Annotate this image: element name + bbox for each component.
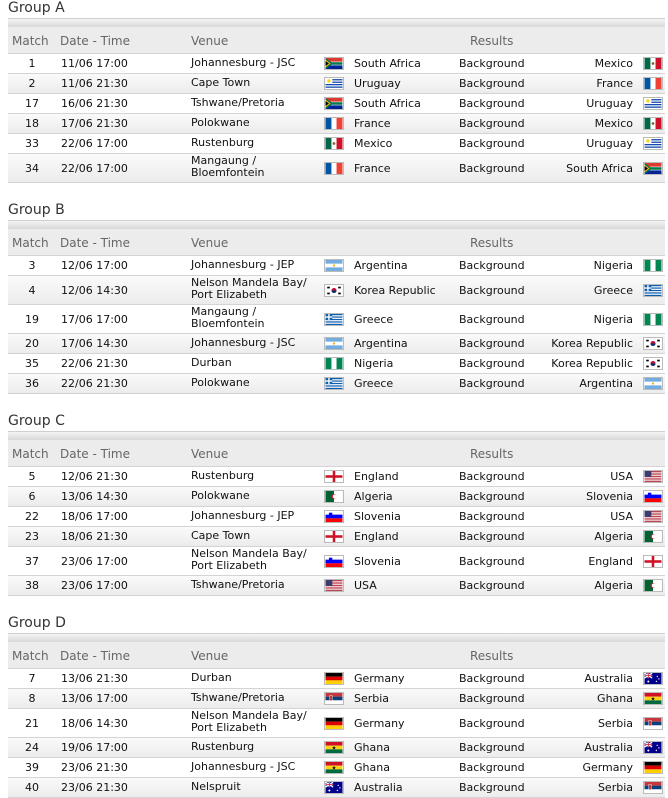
- match-venue: [191, 710, 307, 734]
- away-team: Uruguay: [586, 97, 633, 110]
- serbia-flag-icon: [324, 692, 344, 705]
- match-datetime: 12/06 21:30: [61, 470, 128, 483]
- away-team: Algeria: [594, 579, 633, 592]
- greece-flag-icon: [324, 377, 344, 390]
- match-number: 36: [25, 377, 39, 390]
- away-team: USA: [610, 510, 633, 523]
- match-result: Background: [459, 554, 525, 568]
- korea-flag-icon: [643, 357, 663, 370]
- venue-line: Port Elizabeth: [191, 559, 267, 572]
- match-venue: [191, 77, 250, 89]
- column-header-match: Match: [12, 34, 49, 48]
- match-number: 17: [25, 97, 39, 110]
- group-title-bar: [8, 220, 665, 229]
- venue-line: Tshwane/Pretoria: [191, 691, 285, 704]
- home-team: Mexico: [354, 137, 393, 150]
- match-venue: [191, 377, 250, 389]
- match-result: Background: [459, 692, 525, 705]
- venue-line: Port Elizabeth: [191, 288, 267, 301]
- uruguay-flag-icon: [643, 137, 663, 150]
- match-venue: [191, 155, 265, 179]
- venue-line: Nelson Mandela Bay/: [191, 709, 307, 722]
- nigeria-flag-icon: [324, 357, 344, 370]
- match-row[interactable]: [8, 507, 665, 527]
- home-team: Argentina: [354, 337, 408, 350]
- serbia-flag-icon: [643, 717, 663, 730]
- venue-line: Mangaung /: [191, 305, 257, 318]
- match-datetime: 17/06 14:30: [61, 337, 128, 350]
- serbia-flag-icon: [643, 781, 663, 794]
- venue-line: Nelson Mandela Bay/: [191, 547, 307, 560]
- home-team: Greece: [354, 312, 394, 326]
- table-header: [8, 27, 665, 54]
- group-title-bar: [8, 18, 665, 27]
- column-header-results: Results: [470, 236, 514, 250]
- match-datetime: 23/06 21:30: [61, 761, 128, 774]
- column-header-venue: Venue: [191, 447, 229, 461]
- match-datetime: 17/06 17:00: [61, 312, 128, 326]
- venue-line: Polokwane: [191, 116, 250, 129]
- match-result: Background: [459, 137, 525, 150]
- group-title: Group A: [8, 0, 65, 16]
- match-venue: [191, 761, 295, 773]
- venue-line: Tshwane/Pretoria: [191, 578, 285, 591]
- match-number: 38: [25, 579, 39, 592]
- match-row[interactable]: [8, 334, 665, 354]
- match-result: Background: [459, 781, 525, 794]
- mexico-flag-icon: [643, 57, 663, 70]
- match-datetime: 23/06 17:00: [61, 579, 128, 592]
- match-row[interactable]: [8, 487, 665, 507]
- match-datetime: 12/06 14:30: [61, 283, 128, 297]
- group-title: Group D: [8, 615, 66, 631]
- match-row[interactable]: [8, 374, 665, 394]
- away-team: Algeria: [594, 530, 633, 543]
- away-team: Ghana: [597, 692, 633, 705]
- match-result: Background: [459, 259, 525, 272]
- germany-flag-icon: [324, 717, 344, 730]
- greece-flag-icon: [643, 284, 663, 297]
- group-c: [8, 413, 665, 596]
- match-venue: [191, 510, 294, 522]
- away-team: Slovenia: [586, 490, 633, 503]
- mexico-flag-icon: [643, 117, 663, 130]
- argentina-flag-icon: [324, 337, 344, 350]
- column-header-match: Match: [12, 236, 49, 250]
- match-number: 3: [28, 259, 36, 272]
- away-team: South Africa: [566, 161, 633, 175]
- away-team: Mexico: [594, 117, 633, 130]
- home-team: Germany: [354, 716, 405, 730]
- england-flag-icon: [324, 530, 344, 543]
- home-team: Greece: [354, 377, 394, 390]
- match-result: Background: [459, 283, 525, 297]
- match-row[interactable]: [8, 576, 665, 596]
- venue-line: Johannesburg - JSC: [191, 336, 296, 349]
- match-row[interactable]: [8, 154, 665, 183]
- home-team: Germany: [354, 672, 405, 685]
- slovenia-flag-icon: [324, 510, 344, 523]
- algeria-flag-icon: [643, 530, 663, 543]
- algeria-flag-icon: [324, 490, 344, 503]
- away-team: France: [596, 77, 633, 90]
- match-row[interactable]: [8, 54, 665, 74]
- match-row[interactable]: [8, 778, 665, 798]
- match-datetime: 13/06 21:30: [61, 672, 128, 685]
- home-team: South Africa: [354, 57, 421, 70]
- column-header-venue: Venue: [191, 649, 229, 663]
- germany-flag-icon: [324, 672, 344, 685]
- argentina-flag-icon: [643, 377, 663, 390]
- germany-flag-icon: [643, 761, 663, 774]
- ghana-flag-icon: [324, 741, 344, 754]
- match-datetime: 18/06 21:30: [61, 530, 128, 543]
- match-row[interactable]: [8, 738, 665, 758]
- away-team: England: [588, 554, 633, 568]
- match-datetime: 22/06 21:30: [61, 357, 128, 370]
- match-venue: [191, 357, 232, 369]
- match-row[interactable]: [8, 305, 665, 334]
- match-row[interactable]: [8, 689, 665, 709]
- france-flag-icon: [324, 162, 344, 175]
- match-number: 35: [25, 357, 39, 370]
- match-number: 34: [25, 161, 39, 175]
- column-header-results: Results: [470, 649, 514, 663]
- match-row[interactable]: [8, 527, 665, 547]
- match-venue: [191, 672, 232, 684]
- away-team: Greece: [593, 283, 633, 297]
- home-team: Uruguay: [354, 77, 401, 90]
- match-result: Background: [459, 337, 525, 350]
- match-number: 6: [28, 490, 36, 503]
- match-datetime: 13/06 14:30: [61, 490, 128, 503]
- match-venue: [191, 306, 265, 330]
- match-number: 8: [28, 692, 36, 705]
- match-number: 40: [25, 781, 39, 794]
- column-header-date: Date - Time: [60, 236, 131, 250]
- match-result: Background: [459, 490, 525, 503]
- match-datetime: 22/06 21:30: [61, 377, 128, 390]
- match-result: Background: [459, 470, 525, 483]
- column-header-date: Date - Time: [60, 34, 131, 48]
- away-team: Serbia: [597, 716, 633, 730]
- match-row[interactable]: [8, 354, 665, 374]
- home-team: France: [354, 161, 391, 175]
- match-row[interactable]: [8, 467, 665, 487]
- match-datetime: 17/06 21:30: [61, 117, 128, 130]
- away-team: Mexico: [594, 57, 633, 70]
- match-datetime: 18/06 17:00: [61, 510, 128, 523]
- away-team: Korea Republic: [551, 337, 633, 350]
- match-venue: [191, 137, 254, 149]
- away-team: Argentina: [579, 377, 633, 390]
- match-result: Background: [459, 761, 525, 774]
- venue-line: Bloemfontein: [191, 166, 265, 179]
- match-venue: [191, 117, 250, 129]
- column-header-venue: Venue: [191, 34, 229, 48]
- usa-flag-icon: [324, 579, 344, 592]
- match-result: Background: [459, 77, 525, 90]
- home-team: Ghana: [354, 761, 390, 774]
- usa-flag-icon: [643, 510, 663, 523]
- match-row[interactable]: [8, 709, 665, 738]
- group-a: [8, 0, 665, 183]
- match-venue: [191, 337, 295, 349]
- match-venue: [191, 490, 250, 502]
- match-number: 24: [25, 741, 39, 754]
- match-venue: [191, 548, 307, 572]
- match-row[interactable]: [8, 669, 665, 689]
- match-row[interactable]: [8, 114, 665, 134]
- match-row[interactable]: [8, 276, 665, 305]
- away-team: Nigeria: [593, 259, 633, 272]
- home-team: Argentina: [354, 259, 408, 272]
- match-datetime: 11/06 21:30: [61, 77, 128, 90]
- venue-line: Nelson Mandela Bay/: [191, 276, 307, 289]
- match-number: 5: [28, 470, 36, 483]
- column-header-date: Date - Time: [60, 447, 131, 461]
- match-number: 23: [25, 530, 39, 543]
- nigeria-flag-icon: [643, 313, 663, 326]
- column-header-match: Match: [12, 649, 49, 663]
- column-header-results: Results: [470, 34, 514, 48]
- away-team: Australia: [584, 741, 633, 754]
- match-result: Background: [459, 741, 525, 754]
- match-number: 22: [25, 510, 39, 523]
- match-row[interactable]: [8, 256, 665, 276]
- argentina-flag-icon: [324, 259, 344, 272]
- home-team: Algeria: [354, 490, 393, 503]
- match-number: 33: [25, 137, 39, 150]
- match-number: 21: [25, 716, 39, 730]
- column-header-date: Date - Time: [60, 649, 131, 663]
- match-row[interactable]: [8, 94, 665, 114]
- slovenia-flag-icon: [643, 490, 663, 503]
- match-result: Background: [459, 312, 525, 326]
- ghana-flag-icon: [324, 761, 344, 774]
- match-result: Background: [459, 97, 525, 110]
- venue-line: Johannesburg - JSC: [191, 760, 296, 773]
- match-number: 2: [28, 77, 36, 90]
- away-team: Australia: [584, 672, 633, 685]
- match-venue: [191, 741, 254, 753]
- venue-line: Durban: [191, 356, 232, 369]
- south-africa-flag-icon: [643, 162, 663, 175]
- match-result: Background: [459, 672, 525, 685]
- group-b: [8, 202, 665, 394]
- match-datetime: 18/06 14:30: [61, 716, 128, 730]
- match-result: Background: [459, 161, 525, 175]
- venue-line: Johannesburg - JSC: [191, 56, 296, 69]
- home-team: France: [354, 117, 391, 130]
- match-number: 1: [28, 57, 36, 70]
- home-team: Slovenia: [354, 510, 401, 523]
- venue-line: Polokwane: [191, 489, 250, 502]
- home-team: Australia: [354, 781, 403, 794]
- korea-flag-icon: [324, 284, 344, 297]
- home-team: Serbia: [354, 692, 390, 705]
- match-datetime: 16/06 21:30: [61, 97, 128, 110]
- south-africa-flag-icon: [324, 97, 344, 110]
- venue-line: Cape Town: [191, 76, 251, 89]
- usa-flag-icon: [643, 470, 663, 483]
- home-team: England: [354, 470, 399, 483]
- away-team: Germany: [582, 761, 633, 774]
- match-result: Background: [459, 357, 525, 370]
- match-venue: [191, 470, 254, 482]
- match-datetime: 19/06 17:00: [61, 741, 128, 754]
- match-row[interactable]: [8, 758, 665, 778]
- away-team: Nigeria: [593, 312, 633, 326]
- match-datetime: 23/06 21:30: [61, 781, 128, 794]
- home-team: USA: [354, 579, 377, 592]
- table-header: [8, 229, 665, 256]
- away-team: Uruguay: [586, 137, 633, 150]
- match-result: Background: [459, 716, 525, 730]
- venue-line: Cape Town: [191, 529, 251, 542]
- match-datetime: 13/06 17:00: [61, 692, 128, 705]
- home-team: South Africa: [354, 97, 421, 110]
- match-result: Background: [459, 117, 525, 130]
- group-title-bar: [8, 431, 665, 440]
- venue-line: Port Elizabeth: [191, 721, 267, 734]
- venue-line: Polokwane: [191, 376, 250, 389]
- south-africa-flag-icon: [324, 57, 344, 70]
- match-venue: [191, 530, 250, 542]
- england-flag-icon: [324, 470, 344, 483]
- match-number: 39: [25, 761, 39, 774]
- match-row[interactable]: [8, 134, 665, 154]
- venue-line: Rustenburg: [191, 469, 255, 482]
- match-datetime: 11/06 17:00: [61, 57, 128, 70]
- column-header-match: Match: [12, 447, 49, 461]
- match-result: Background: [459, 510, 525, 523]
- uruguay-flag-icon: [324, 77, 344, 90]
- venue-line: Rustenburg: [191, 136, 255, 149]
- match-datetime: 22/06 17:00: [61, 137, 128, 150]
- match-venue: [191, 277, 307, 301]
- mexico-flag-icon: [324, 137, 344, 150]
- match-row[interactable]: [8, 547, 665, 576]
- column-header-venue: Venue: [191, 236, 229, 250]
- venue-line: Durban: [191, 671, 232, 684]
- match-venue: [191, 57, 295, 69]
- match-result: Background: [459, 530, 525, 543]
- match-number: 37: [25, 554, 39, 568]
- match-venue: [191, 579, 285, 591]
- venue-line: Johannesburg - JEP: [191, 258, 295, 271]
- group-title: Group C: [8, 413, 65, 429]
- france-flag-icon: [643, 77, 663, 90]
- home-team: Ghana: [354, 741, 390, 754]
- match-number: 20: [25, 337, 39, 350]
- ghana-flag-icon: [643, 692, 663, 705]
- group-d: [8, 615, 665, 798]
- match-datetime: 23/06 17:00: [61, 554, 128, 568]
- match-number: 18: [25, 117, 39, 130]
- venue-line: Nelspruit: [191, 780, 241, 793]
- table-header: [8, 440, 665, 467]
- away-team: Serbia: [597, 781, 633, 794]
- match-result: Background: [459, 57, 525, 70]
- match-venue: [191, 692, 285, 704]
- column-header-results: Results: [470, 447, 514, 461]
- venue-line: Mangaung /: [191, 154, 257, 167]
- home-team: Korea Republic: [354, 283, 436, 297]
- match-number: 7: [28, 672, 36, 685]
- match-result: Background: [459, 377, 525, 390]
- match-datetime: 12/06 17:00: [61, 259, 128, 272]
- venue-line: Tshwane/Pretoria: [191, 96, 285, 109]
- match-venue: [191, 259, 294, 271]
- nigeria-flag-icon: [643, 259, 663, 272]
- away-team: Korea Republic: [551, 357, 633, 370]
- match-datetime: 22/06 17:00: [61, 161, 128, 175]
- away-team: USA: [610, 470, 633, 483]
- france-flag-icon: [324, 117, 344, 130]
- home-team: Slovenia: [354, 554, 401, 568]
- venue-line: Bloemfontein: [191, 317, 265, 330]
- slovenia-flag-icon: [324, 555, 344, 568]
- home-team: England: [354, 530, 399, 543]
- algeria-flag-icon: [643, 579, 663, 592]
- korea-flag-icon: [643, 337, 663, 350]
- venue-line: Johannesburg - JEP: [191, 509, 295, 522]
- match-number: 4: [28, 283, 36, 297]
- match-venue: [191, 781, 241, 793]
- match-number: 19: [25, 312, 39, 326]
- match-row[interactable]: [8, 74, 665, 94]
- match-venue: [191, 97, 285, 109]
- venue-line: Rustenburg: [191, 740, 255, 753]
- australia-flag-icon: [643, 672, 663, 685]
- table-header: [8, 642, 665, 669]
- australia-flag-icon: [324, 781, 344, 794]
- group-title-bar: [8, 633, 665, 642]
- match-result: Background: [459, 579, 525, 592]
- australia-flag-icon: [643, 741, 663, 754]
- greece-flag-icon: [324, 313, 344, 326]
- home-team: Nigeria: [354, 357, 394, 370]
- uruguay-flag-icon: [643, 97, 663, 110]
- england-flag-icon: [643, 555, 663, 568]
- group-title: Group B: [8, 202, 65, 218]
